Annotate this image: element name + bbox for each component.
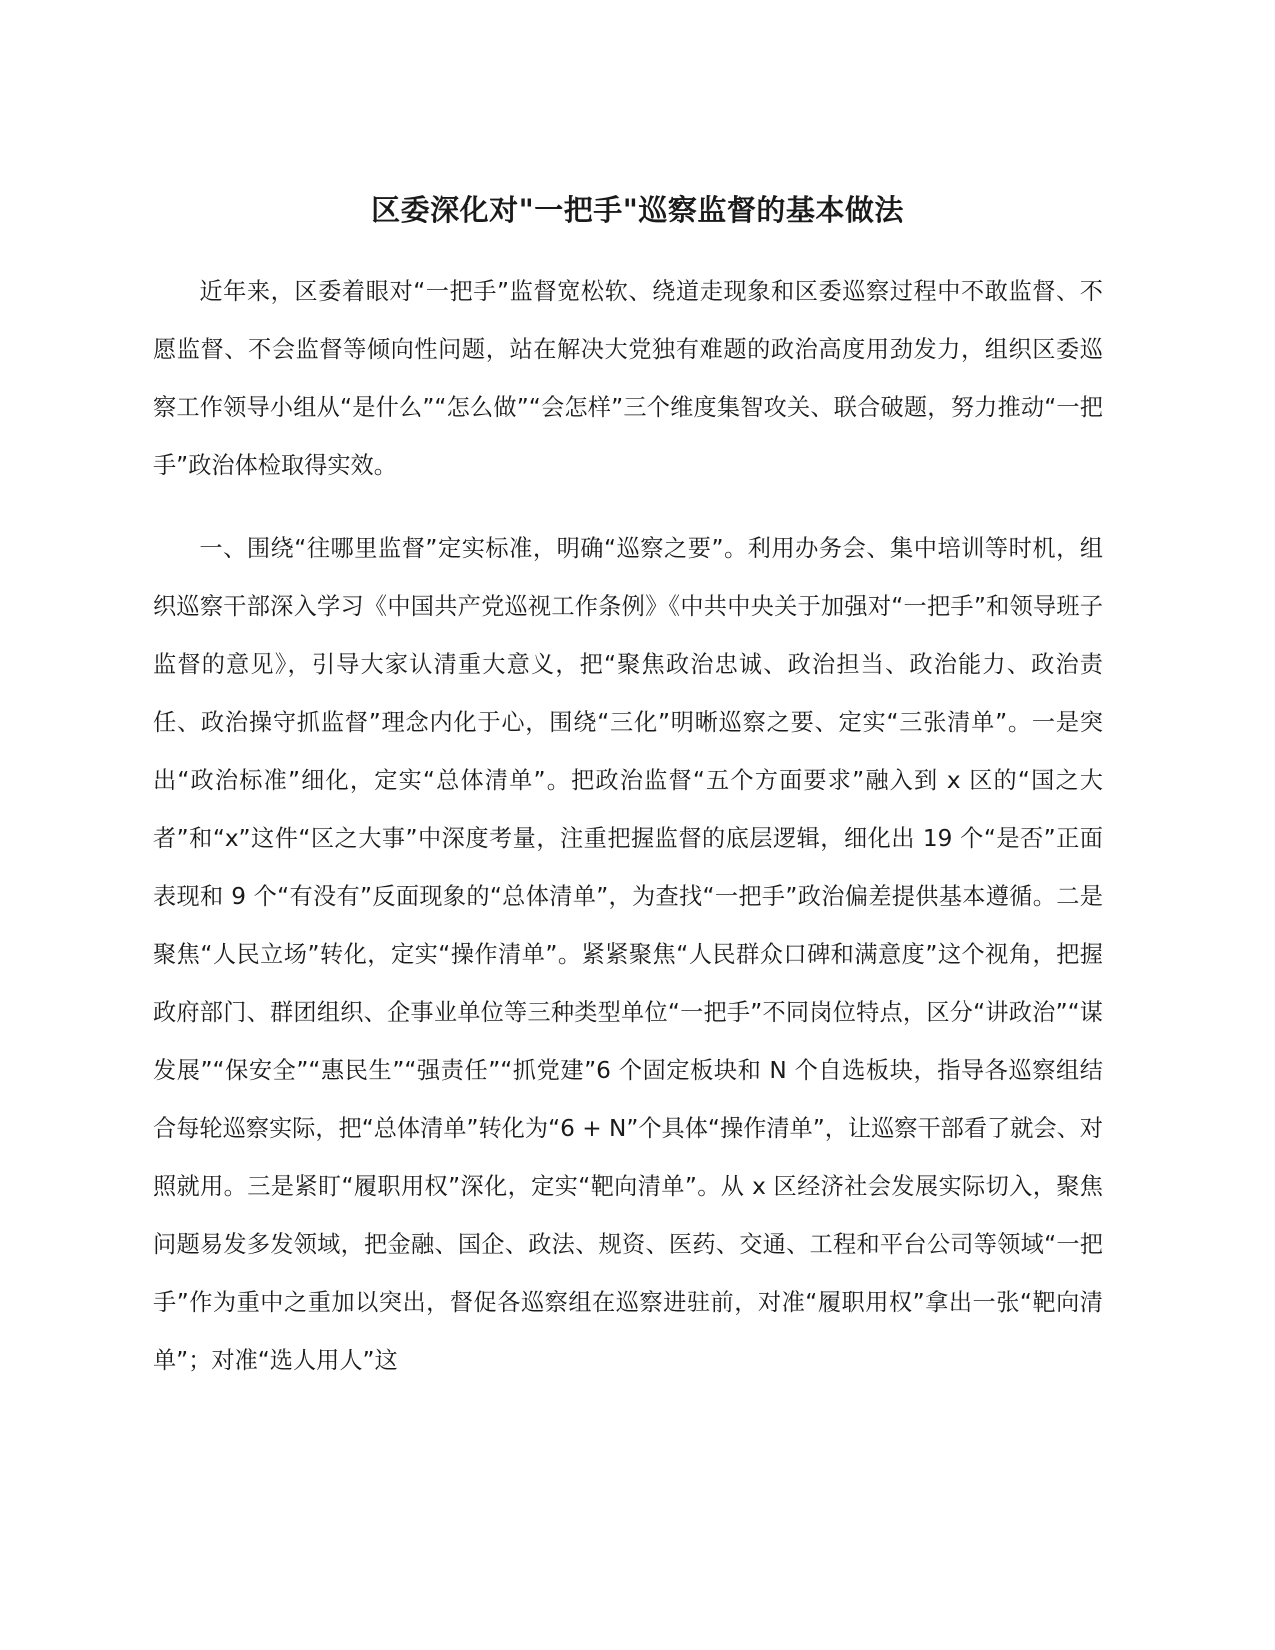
- document-title: 区委深化对"一把手"巡察监督的基本做法: [371, 193, 904, 227]
- paragraph-section-one: 一、围绕“往哪里监督”定实标准，明确“巡察之要”。利用办务会、集中培训等时机，组织巡察干部深入学习《中国共产党巡视工作条例》《中共中央关于加强对“一把手”和领导班子监督的意见》，引导大家认清重大意义，把“聚焦政治忠诚、政治担当、政治能力、政治责任、政治操守抓监督”理念内化于心，围绕“三化”明晰巡察之要、定实“三张清单”。一是突出“政治标准”细化，定实“总体清单”。把政治监督“五个方面要求”融入到 x 区的“国之大者”和“x”这件“区之大事”中深度考量，注重把握监督的底层逻辑，细化出 19 个“是否”正面表现和 9 个“有没有”反面现象的“总体清单”，为查找“一把手”政治偏差提供基本遵循。二是聚焦“人民立场”转化，定实“操作清单”。紧紧聚焦“人民群众口碑和满意度”这个视角，把握政府部门、群团组织、企事业单位等三种类型单位“一把手”不同岗位特点，区分“讲政治”“谋发展”“保安全”“惠民生”“强责任”“抓党建”6 个固定板块和 N 个自选板块，指导各巡察组结合每轮巡察实际，把“总体清单”转化为“6 + N”个具体“操作清单”，让巡察干部看了就会、对照就用。三是紧盯“履职用权”深化，定实“靶向清单”。从 x 区经济社会发展实际切入，聚焦问题易发多发领域，把金融、国企、政法、规资、医药、交通、工程和平台公司等领域“一把手”作为重中之重加以突出，督促各巡察组在巡察进驻前，对准“履职用权”拿出一张“靶向清单”；对准“选人用人”这: [153, 535, 1103, 1374]
- paragraph-intro: 近年来，区委着眼对“一把手”监督宽松软、绕道走现象和区委巡察过程中不敢监督、不愿监督、不会监督等倾向性问题，站在解决大党独有难题的政治高度用劲发力，组织区委巡察工作领导小组从“是什么”“怎么做”“会怎样”三个维度集智攻关、联合破题，努力推动“一把手”政治体检取得实效。: [153, 278, 1103, 479]
